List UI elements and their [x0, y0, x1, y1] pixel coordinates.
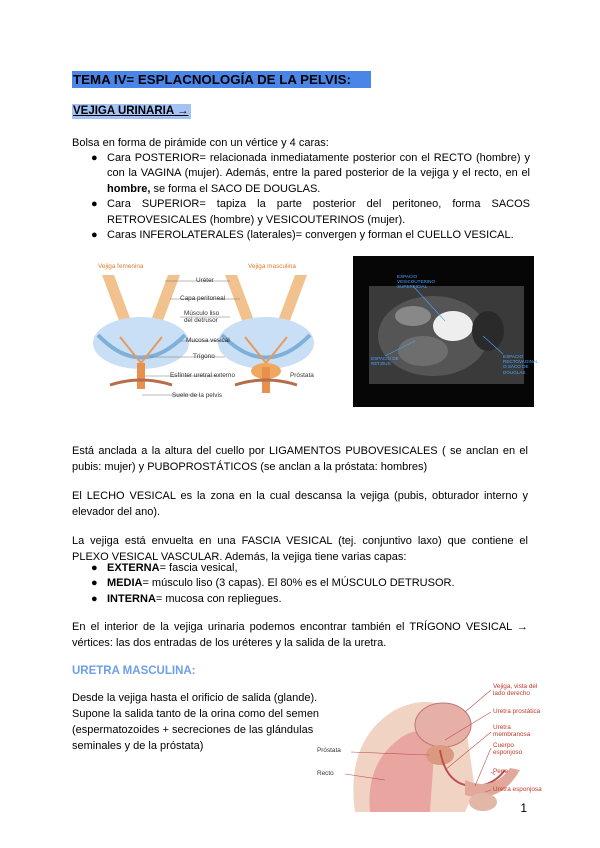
mri-figure: [353, 256, 539, 407]
label-prostata: Próstata: [290, 372, 314, 379]
mri-label-retzius: ESPACIO DE RETZIUS: [371, 356, 399, 367]
ligamentos-paragraph: Está anclada a la altura del cuello por LIGAMENTOS PUBOVESICALES ( se anclan en el pubis: mujer) y PUBOPROSTÁTICOS (se anclan a la próstata: hombres): [72, 445, 528, 473]
list-item: ● Caras INFEROLATERALES (laterales)= convergen y forman el CUELLO VESICAL.: [91, 229, 514, 242]
mri-label-vesicouterino: ESPACIO VESICOUTERINO SUPERFICIAL: [397, 274, 436, 290]
label-pene: Pene: [493, 768, 508, 775]
uretra-paragraph: Desde la vejiga hasta el orificio de salida (glande). Supone la salida tanto de la orina como del semen (espermatozoides + secreciones de las glándulas seminales y de la próstata): [72, 692, 320, 752]
list-item: ● MEDIA= músculo liso (3 capas). El 80% es el MÚSCULO DETRUSOR.: [91, 577, 455, 590]
label-esfinter: Esfínter uretral externo: [170, 372, 236, 379]
faces-list: [72, 151, 530, 243]
male-bladder-title: Vejiga masculina: [248, 263, 296, 270]
label-detrusor: Músculo liso del detrusor: [184, 310, 220, 324]
label-prostata: Próstata: [317, 747, 341, 754]
page-number: 1: [520, 801, 527, 815]
list-item: ● INTERNA= mucosa con repliegues.: [91, 592, 282, 605]
fascia-paragraph: La vejiga está envuelta en una FASCIA VESICAL (tej. conjuntivo laxo) que contiene el PLEXO VESICAL VASCULAR. Además, la vejiga tiene varias capas:: [72, 535, 528, 563]
label-suelo: Suelo de la pelvis: [172, 392, 223, 399]
layers-list: [72, 561, 530, 607]
list-item: ● Cara SUPERIOR= tapiza la parte posterior del peritoneo, forma SACOS RETROVESICALES (hombre) y VESICOUTERINOS (mujer).: [91, 198, 530, 226]
label-recto: Recto: [317, 770, 334, 777]
label-ureter: Uréter: [196, 277, 214, 284]
female-bladder-title: Vejiga femenina: [98, 263, 144, 270]
label-vejiga: Vejiga, vista del lado derecho: [493, 683, 538, 697]
list-item: ● Cara POSTERIOR= relacionada inmediatamente posterior con el RECTO (hombre) y con la VAGINA (mujer). Además, entre la pared posterior de la vejiga y el recto, en el hombre, se forma el SACO DE DOUGLAS.: [91, 152, 530, 195]
bladder-figure: [90, 255, 332, 407]
section-heading-uretra: URETRA MASCULINA:: [72, 665, 196, 677]
lecho-paragraph: El LECHO VESICAL es la zona en la cual descansa la vejiga (pubis, obturador interno y elevador del ano).: [72, 490, 528, 518]
section-heading-vejiga: VEJIGA URINARIA →: [72, 104, 191, 119]
trigono-paragraph: En el interior de la vejiga urinaria podemos encontrar también el TRÍGONO VESICAL → vértices: las dos entradas de los uréteres y la salida de la uretra.: [72, 621, 528, 649]
list-item: ● EXTERNA= fascia vesical,: [91, 562, 238, 574]
label-uretra-esponjosa: Uretra esponjosa: [493, 786, 542, 793]
page-title: TEMA IV= ESPLACNOLOGÍA DE LA PELVIS:: [72, 71, 371, 88]
label-uretra-membranosa: Uretra membranosa: [493, 724, 531, 738]
label-trigono: Trígono: [193, 353, 215, 360]
intro-text: Bolsa en forma de pirámide con un vértice y 4 caras:: [72, 137, 329, 149]
urethra-figure: [315, 680, 550, 812]
mri-label-douglas: ESPACIO RECTOVAGINAL O SACO DE DOUGLAS: [503, 354, 539, 375]
label-uretra-prostatica: Uretra prostática: [493, 708, 541, 715]
label-mucosa: Mucosa vesical: [186, 337, 230, 344]
label-peritoneal: Capa peritoneal: [180, 295, 226, 302]
label-cuerpo-esponjoso: Cuerpo esponjoso: [493, 742, 523, 756]
